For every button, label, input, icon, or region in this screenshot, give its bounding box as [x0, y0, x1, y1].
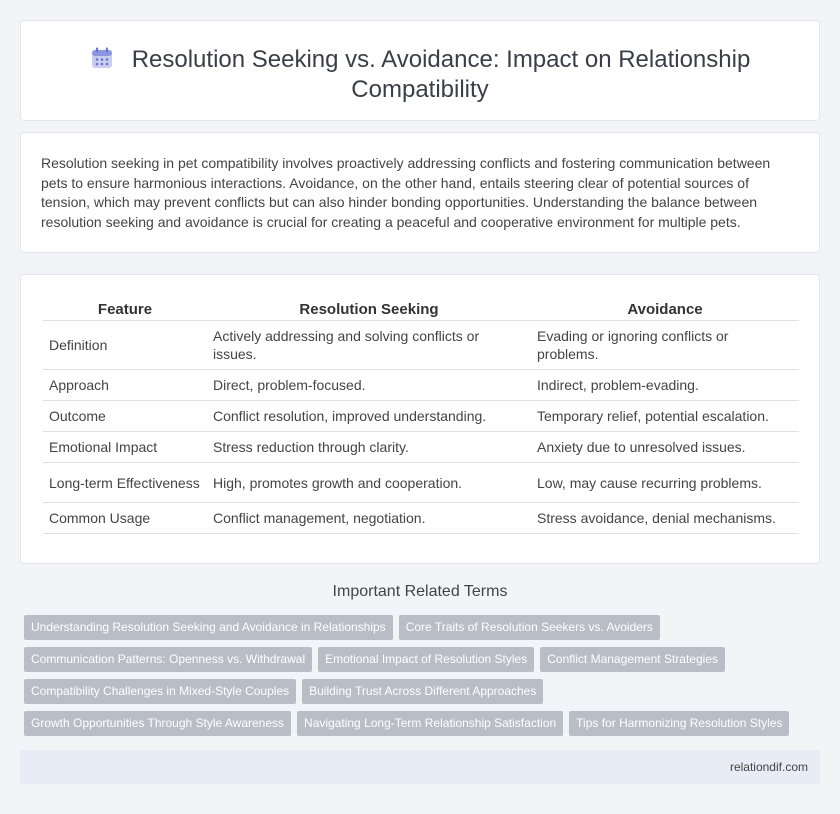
related-term-tag[interactable]: Growth Opportunities Through Style Awareness [24, 711, 291, 736]
tag-row [24, 647, 824, 679]
tag-row [24, 615, 824, 647]
table-cell: Long-term Effectiveness [43, 463, 207, 503]
related-term-tag[interactable]: Communication Patterns: Openness vs. Withdrawal [24, 647, 312, 672]
table-cell: Stress avoidance, denial mechanisms. [531, 503, 799, 534]
page-title [21, 45, 819, 105]
table-row [43, 432, 799, 463]
table-row [43, 463, 799, 503]
column-header-feature: Feature [43, 295, 207, 321]
table-cell: Approach [43, 370, 207, 401]
table-row [43, 321, 799, 370]
table-cell: Low, may cause recurring problems. [531, 463, 799, 503]
related-term-tag[interactable]: Navigating Long-Term Relationship Satisfaction [297, 711, 563, 736]
table-row [43, 370, 799, 401]
table-cell: Indirect, problem-evading. [531, 370, 799, 401]
tag-row [24, 711, 824, 743]
page-title-text: Resolution Seeking vs. Avoidance: Impact on Relationship Compatibility [131, 46, 751, 103]
table-cell: Conflict resolution, improved understanding. [207, 401, 531, 432]
related-term-tag[interactable]: Emotional Impact of Resolution Styles [318, 647, 534, 672]
tag-row [24, 679, 824, 711]
related-term-tag[interactable]: Understanding Resolution Seeking and Avoidance in Relationships [24, 615, 393, 640]
related-term-tag[interactable]: Compatibility Challenges in Mixed-Style Couples [24, 679, 296, 704]
related-term-tag[interactable]: Core Traits of Resolution Seekers vs. Avoiders [399, 615, 660, 640]
table-cell: Conflict management, negotiation. [207, 503, 531, 534]
column-header-resolution-seeking: Resolution Seeking [207, 295, 531, 321]
table-header-row [43, 295, 799, 321]
title-row [21, 21, 819, 105]
related-terms-tags [24, 615, 824, 743]
table-cell: Evading or ignoring conflicts or problems. [531, 321, 799, 370]
table-row [43, 401, 799, 432]
related-term-tag[interactable]: Conflict Management Strategies [540, 647, 725, 672]
table-cell: Anxiety due to unresolved issues. [531, 432, 799, 463]
footer [20, 750, 820, 784]
comparison-table-card [20, 274, 820, 564]
table-cell: High, promotes growth and cooperation. [207, 463, 531, 503]
table-cell: Actively addressing and solving conflicts or issues. [207, 321, 531, 370]
table-row [43, 503, 799, 534]
calendar-icon [90, 46, 114, 70]
related-term-tag[interactable]: Tips for Harmonizing Resolution Styles [569, 711, 789, 736]
table-cell: Definition [43, 321, 207, 370]
related-term-tag[interactable]: Building Trust Across Different Approaches [302, 679, 543, 704]
table-cell: Stress reduction through clarity. [207, 432, 531, 463]
intro-card [20, 132, 820, 253]
table-cell: Temporary relief, potential escalation. [531, 401, 799, 432]
table-cell: Outcome [43, 401, 207, 432]
related-terms-heading: Important Related Terms [332, 583, 508, 600]
header-card [20, 20, 820, 121]
table-cell: Emotional Impact [43, 432, 207, 463]
intro-paragraph: Resolution seeking in pet compatibility involves proactively addressing conflicts and fostering communication between pets to ensure harmonious interactions. Avoidance, on the other hand, entails steering clear of potential sources of tension, which may prevent conflicts but can also hinder bonding opportunities. Understanding the balance between resolution seeking and avoidance is crucial for creating a peaceful and cooperative environment for multiple pets. [41, 155, 771, 230]
footer-site-link[interactable]: relationdif.com [729, 760, 808, 774]
comparison-table [43, 295, 799, 534]
table-cell: Common Usage [43, 503, 207, 534]
column-header-avoidance: Avoidance [531, 295, 799, 321]
table-cell: Direct, problem-focused. [207, 370, 531, 401]
